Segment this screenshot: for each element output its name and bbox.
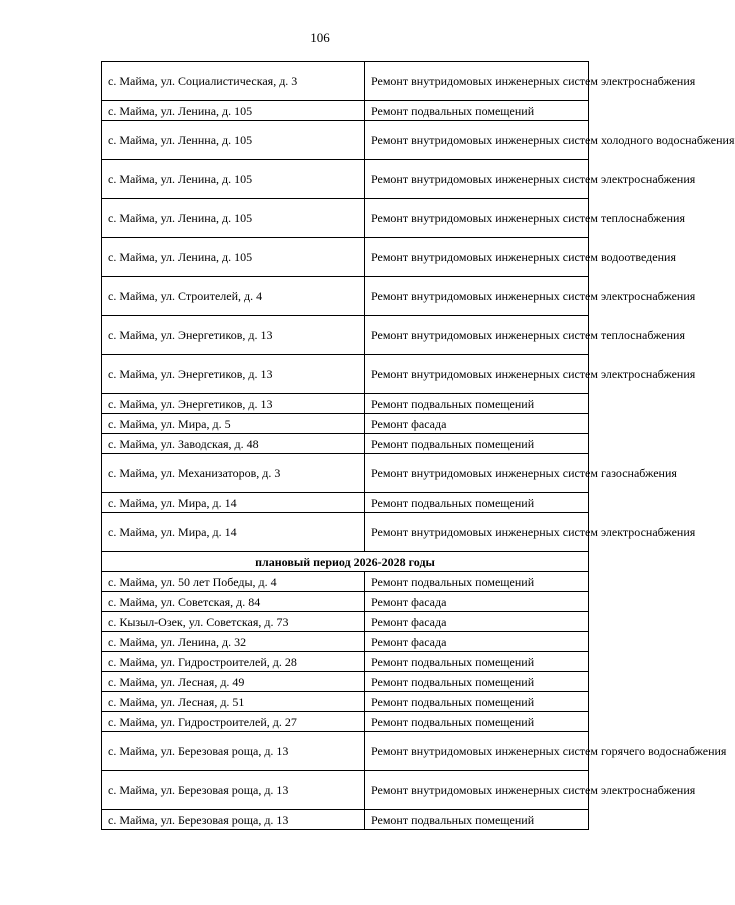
work-type-cell: Ремонт подвальных помещений xyxy=(365,434,589,454)
table-row xyxy=(102,692,589,712)
work-type-cell: Ремонт фасада xyxy=(365,414,589,434)
work-type-cell: Ремонт внутридомовых инженерных систем теплоснабжения xyxy=(365,199,589,238)
table-row xyxy=(102,414,589,434)
address-cell: с. Майма, ул. Механизаторов, д. 3 xyxy=(102,454,365,493)
address-cell: с. Майма, ул. Ленина, д. 32 xyxy=(102,632,365,652)
work-type-cell: Ремонт внутридомовых инженерных систем электроснабжения xyxy=(365,355,589,394)
table-row xyxy=(102,62,589,101)
work-type-cell: Ремонт подвальных помещений xyxy=(365,692,589,712)
address-cell: с. Майма, ул. Социалистическая, д. 3 xyxy=(102,62,365,101)
work-type-cell: Ремонт внутридомовых инженерных систем газоснабжения xyxy=(365,454,589,493)
work-type-cell: Ремонт внутридомовых инженерных систем электроснабжения xyxy=(365,513,589,552)
table-row xyxy=(102,732,589,771)
table-row xyxy=(102,632,589,652)
address-cell: с. Майма, ул. Березовая роща, д. 13 xyxy=(102,810,365,830)
table-row xyxy=(102,101,589,121)
work-type-cell: Ремонт внутридомовых инженерных систем электроснабжения xyxy=(365,277,589,316)
work-type-cell: Ремонт внутридомовых инженерных систем холодного водоснабжения xyxy=(365,121,589,160)
address-cell: с. Майма, ул. Заводская, д. 48 xyxy=(102,434,365,454)
address-cell: с. Майма, ул. Лесная, д. 51 xyxy=(102,692,365,712)
work-type-cell: Ремонт фасада xyxy=(365,632,589,652)
table-row xyxy=(102,513,589,552)
work-type-cell: Ремонт подвальных помещений xyxy=(365,394,589,414)
table-row xyxy=(102,316,589,355)
work-type-cell: Ремонт подвальных помещений xyxy=(365,672,589,692)
address-cell: с. Майма, ул. 50 лет Победы, д. 4 xyxy=(102,572,365,592)
table-row xyxy=(102,454,589,493)
table-row xyxy=(102,810,589,830)
address-cell: с. Майма, ул. Мира, д. 5 xyxy=(102,414,365,434)
work-type-cell: Ремонт фасада xyxy=(365,612,589,632)
address-cell: с. Майма, ул. Энергетиков, д. 13 xyxy=(102,355,365,394)
address-cell: с. Майма, ул. Ленина, д. 105 xyxy=(102,160,365,199)
address-cell: с. Кызыл-Озек, ул. Советская, д. 73 xyxy=(102,612,365,632)
address-cell: с. Майма, ул. Лесная, д. 49 xyxy=(102,672,365,692)
table-row xyxy=(102,394,589,414)
address-cell: с. Майма, ул. Мира, д. 14 xyxy=(102,513,365,552)
address-cell: с. Майма, ул. Ленина, д. 105 xyxy=(102,199,365,238)
address-cell: с. Майма, ул. Мира, д. 14 xyxy=(102,493,365,513)
table-row xyxy=(102,612,589,632)
work-type-cell: Ремонт внутридомовых инженерных систем теплоснабжения xyxy=(365,316,589,355)
address-cell: с. Майма, ул. Березовая роща, д. 13 xyxy=(102,771,365,810)
table-row xyxy=(102,771,589,810)
table-row xyxy=(102,121,589,160)
address-cell: с. Майма, ул. Березовая роща, д. 13 xyxy=(102,732,365,771)
work-type-cell: Ремонт внутридомовых инженерных систем электроснабжения xyxy=(365,771,589,810)
work-type-cell: Ремонт подвальных помещений xyxy=(365,572,589,592)
address-cell: с. Майма, ул. Энергетиков, д. 13 xyxy=(102,316,365,355)
section-header: плановый период 2026-2028 годы xyxy=(102,552,589,572)
address-cell: с. Майма, ул. Гидростроителей, д. 28 xyxy=(102,652,365,672)
table-row xyxy=(102,355,589,394)
table-row xyxy=(102,652,589,672)
table-row xyxy=(102,672,589,692)
work-type-cell: Ремонт внутридомовых инженерных систем горячего водоснабжения xyxy=(365,732,589,771)
work-type-cell: Ремонт внутридомовых инженерных систем электроснабжения xyxy=(365,160,589,199)
work-type-cell: Ремонт фасада xyxy=(365,592,589,612)
address-cell: с. Майма, ул. Гидростроителей, д. 27 xyxy=(102,712,365,732)
page-number: 106 xyxy=(310,30,330,45)
work-type-cell: Ремонт подвальных помещений xyxy=(365,712,589,732)
address-cell: с. Майма, ул. Советская, д. 84 xyxy=(102,592,365,612)
work-type-cell: Ремонт внутридомовых инженерных систем водоотведения xyxy=(365,238,589,277)
address-cell: с. Майма, ул. Ленина, д. 105 xyxy=(102,101,365,121)
work-type-cell: Ремонт подвальных помещений xyxy=(365,101,589,121)
table-row xyxy=(102,160,589,199)
table-row xyxy=(102,712,589,732)
table-row xyxy=(102,238,589,277)
table-body xyxy=(102,62,735,830)
table-row xyxy=(102,434,589,454)
address-cell: с. Майма, ул. Ленина, д. 105 xyxy=(102,238,365,277)
address-cell: с. Майма, ул. Леннна, д. 105 xyxy=(102,121,365,160)
address-cell: с. Майма, ул. Энергетиков, д. 13 xyxy=(102,394,365,414)
table-row xyxy=(102,592,589,612)
work-type-cell: Ремонт подвальных помещений xyxy=(365,652,589,672)
table-row xyxy=(102,493,589,513)
work-type-cell: Ремонт подвальных помещений xyxy=(365,810,589,830)
repair-schedule-table xyxy=(101,61,735,830)
address-cell: с. Майма, ул. Строителей, д. 4 xyxy=(102,277,365,316)
work-type-cell: Ремонт внутридомовых инженерных систем электроснабжения xyxy=(365,62,589,101)
work-type-cell: Ремонт подвальных помещений xyxy=(365,493,589,513)
section-header-row xyxy=(102,552,589,572)
table-row xyxy=(102,572,589,592)
table-row xyxy=(102,277,589,316)
table-row xyxy=(102,199,589,238)
